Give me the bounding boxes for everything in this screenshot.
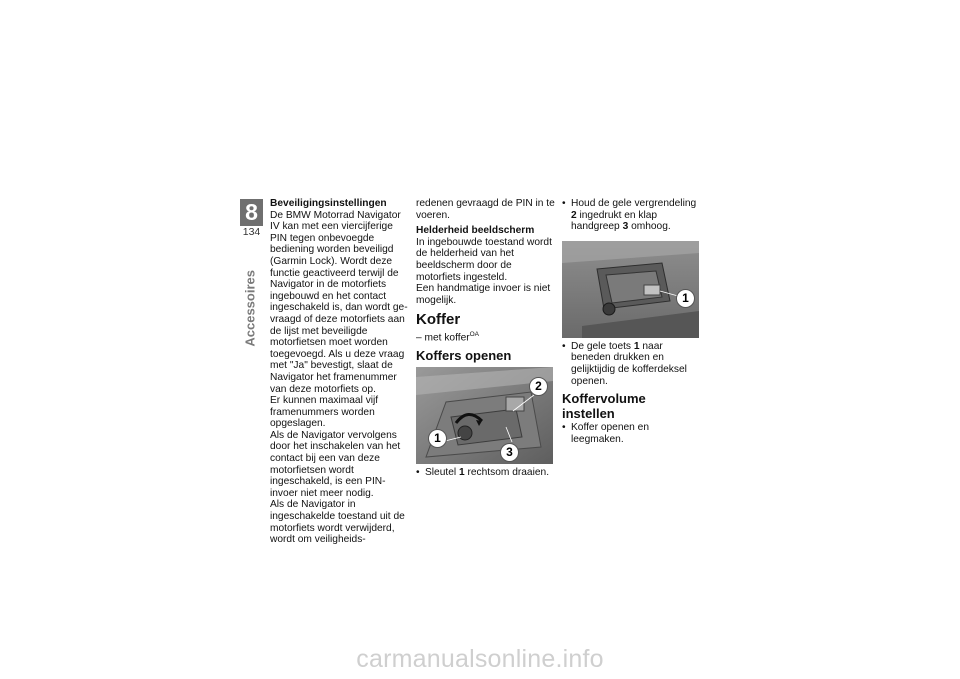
photo-case-handle-illustration [562,241,699,338]
bullet: • [562,422,566,434]
watermark: carmanualsonline.info [356,645,604,673]
list-item: • Houd de gele vergrendeling 2 ingedrukt en klap handgreep 3 omhoog. [562,198,697,233]
photo-case-handle [562,241,699,338]
section-label-wrap [243,270,261,350]
callout-1: 1 [428,429,447,448]
list-item: • Koffer openen en leegmaken. [562,422,649,445]
paragraph: Er kunnen maximaal vijf framenummers worden opgeslagen. [270,395,379,430]
callout-2: 2 [529,377,548,396]
paragraph: De BMW Motorrad Navigator IV kan met een viercijferige PIN tegen onbevoegde bediening worden beveiligd (Garmin Lock). Wordt deze functie geactiveerd terwijl de Navigator in de motorfiets ingebouwd en het contact ingeschakeld is, dan wordt gevraagd of deze motorfiets aan de lijst met beveiligde motorfietsen moet worden toegevoegd. Als u deze vraag met "Ja" bevestigt, slaat de Navigator het framenummer van deze motorfiets op. [270,209,408,395]
heading-security: Beveiligingsinstellingen [270,198,387,209]
list-item: • Sleutel 1 rechtsom draaien. [416,467,550,479]
paragraph: Een handmatige invoer is niet mogelijk. [416,283,551,306]
column-3 [562,198,702,445]
section-label: Accessoires [243,270,258,347]
paragraph: redenen gevraagd de PIN in te voeren. [416,198,555,221]
photo-case-lock [416,367,553,464]
heading-koffer: Koffer [416,311,461,329]
heading-brightness: Helderheid beeldscherm [416,225,535,237]
bullet: • [416,467,420,479]
page-number: 134 [242,226,261,238]
callout-1: 1 [676,289,695,308]
bullet: • [562,198,566,209]
heading-case-volume: Koffervolume instellen [562,391,646,422]
list-item: • De gele toets 1 naar beneden drukken en gelijktijdig de kofferdeksel openen. [562,340,687,387]
callout-3: 3 [500,443,519,462]
heading-open-cases: Koffers openen [416,348,512,364]
paragraph: In ingebouwde toestand wordt de helderheid van het beeldscherm door de motorfiets ingesteld. [416,236,552,283]
paragraph: Als de Navigator in ingeschakelde toestand uit de motorfiets wordt verwijderd, wordt om veiligheids- [270,499,405,546]
chapter-number: 8 [240,199,263,226]
option-line [416,329,556,344]
column-1 [270,198,410,546]
column-2 [416,198,556,479]
option-sup: OA [469,331,480,339]
option-text: met koffer [424,332,470,344]
bullet: • [562,340,566,352]
dash: – [416,332,422,344]
paragraph: Als de Navigator vervolgens door het inschakelen van het contact bij een van deze motorfietsen wordt ingeschakeld, is een PIN-invoer niet meer nodig. [270,429,401,499]
